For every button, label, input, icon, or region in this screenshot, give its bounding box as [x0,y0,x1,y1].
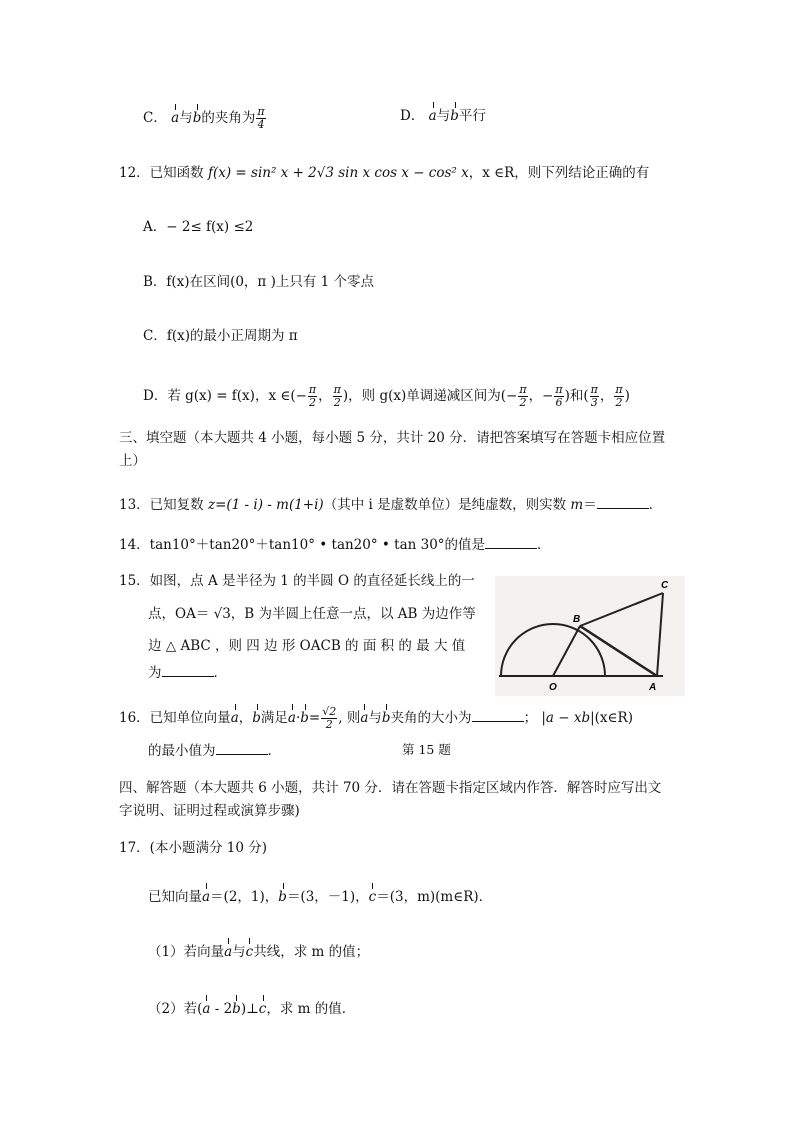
label-o: O [549,682,557,693]
q11-option-c: C． a与b的夹角为 $\frac{\pi}{4}$ [143,105,265,131]
q16-line2: 的最小值为 ． [148,740,281,761]
figure-caption: 第 15 题 [402,742,451,757]
q17-part2: （2）若(a - 2b)⊥c，求 m 的值． [148,1001,356,1017]
abs-expression: |a − xb| [541,710,595,726]
vector-c-symbol: c [258,1001,267,1017]
answer-blank[interactable] [216,740,268,755]
q17-heading: 17．(本小题满分 10 分) [119,840,267,856]
q12-stem: 12．已知函数 f(x) = sin² x + 2√3 sin x cos x − cos² x，x ∈R，则下列结论正确的有 [119,165,650,181]
vector-b-symbol: b [252,710,261,726]
label-b: B [573,614,581,625]
vector-a-symbol: a [202,889,211,905]
fraction: $\frac{\pi}{2}$ [333,383,341,409]
label-c: C [661,580,669,591]
vector-c-symbol: c [368,889,377,905]
vector-b-symbol: b [278,889,287,905]
fraction-pi-over-4: $\frac{\pi}{4}$ [257,105,265,131]
vector-b-symbol: b [192,110,202,126]
section-3-heading-line1: 三、填空题（本大题共 4 小题，每小题 5 分，共计 20 分．请把答案填写在答题卡相应位置 [119,430,666,446]
answer-blank[interactable] [597,494,649,509]
label-a: A [649,682,657,693]
fraction: $\frac{\pi}{2}$ [308,383,317,409]
answer-blank[interactable] [162,662,214,677]
q14: 14．tan10°＋tan20°＋tan10° • tan20° • tan 30°的值是 ． [119,534,551,555]
q12-option-c: C．f(x)的最小正周期为 π [143,328,298,344]
figure-background [495,576,685,696]
q12-option-a: A．− 2≤ f(x) ≤2 [143,219,254,235]
fraction: $\frac{\pi}{2}$ [519,383,527,409]
fraction: $\frac{\pi}{6}$ [555,383,563,409]
vector-a-symbol: a [224,944,233,960]
q15-line1: 15．如图，点 A 是半径为 1 的半圆 O 的直径延长线上的一 [119,573,475,589]
q15-line3: 边 △ ABC ，则 四 边 形 OACB 的 面 积 的 最 大 值 [148,638,466,654]
vector-b-symbol: b [300,710,309,726]
q15-line4: 为 ． [148,662,227,683]
answer-blank[interactable] [472,707,524,722]
section-4-heading-line2: 字说明、证明过程或演算步骤) [119,803,300,819]
q17-part1: （1）若向量a与c共线，求 m 的值； [148,944,370,960]
fraction-sqrt2-over-2: $\frac{√2}{2}$ [322,705,337,731]
vector-c-symbol: c [245,944,254,960]
semicircle-triangle-figure [495,576,685,696]
q17-given: 已知向量a＝(2，1)，b＝(3，－1)，c＝(3，m)(m∈R)． [148,889,493,905]
vector-b-symbol: b [450,108,459,124]
q11-option-d: D． a与b平行 [400,108,486,124]
section-3-heading-line2: 上） [119,453,146,469]
answer-blank[interactable] [485,534,537,549]
vector-a-symbol: a [287,710,296,726]
vector-a-symbol: a [202,1001,211,1017]
vector-b-symbol: b [381,710,391,726]
q11-c-text1: 与 [179,110,193,126]
q12-option-b: B．f(x)在区间(0，π )上只有 1 个零点 [143,274,375,290]
fraction: $\frac{\pi}{2}$ [615,383,623,409]
vector-a-symbol: a [171,110,180,126]
q13: 13．已知复数 z=(1 - i) - m(1+i)（其中 i 是虚数单位）是纯虚数，则实数 m＝ ． [119,494,662,515]
dot-operator: · [295,710,301,726]
q12-option-d: D．若 g(x) = f(x)，x ∈(− $\frac{\pi}{2}$ ， $\frac{\pi}{2}$ )，则 g(x)单调递减区间为(− $\frac{\pi}{2}$ ，− $\frac{\pi}{6}$ )和( $\frac{\pi}{3}$ ， $\frac{\pi}{2}$ ) [143,383,630,409]
q11-c-text2: 的夹角为 [201,110,256,126]
vector-a-symbol: a [360,710,369,726]
vector-a-symbol: a [230,710,239,726]
fraction: $\frac{\pi}{3}$ [590,383,598,409]
vector-a-symbol: a [428,108,437,124]
vector-b-symbol: b [232,1001,241,1017]
q16-line1: 16．已知单位向量a，b满足a·b= $\frac{√2}{2}$ , 则a与b夹角的大小为 ； |a − xb|(x∈R) [119,705,633,731]
q12-function: f(x) = sin² x + 2√3 sin x cos x − cos² x [207,165,469,181]
section-4-heading-line1: 四、解答题（本大题共 6 小题，共计 70 分．请在答题卡指定区域内作答．解答时应写出文 [119,780,662,796]
q15-line2: 点，OA＝ √3，B 为半圆上任意一点，以 AB 为边作等 [148,606,476,622]
